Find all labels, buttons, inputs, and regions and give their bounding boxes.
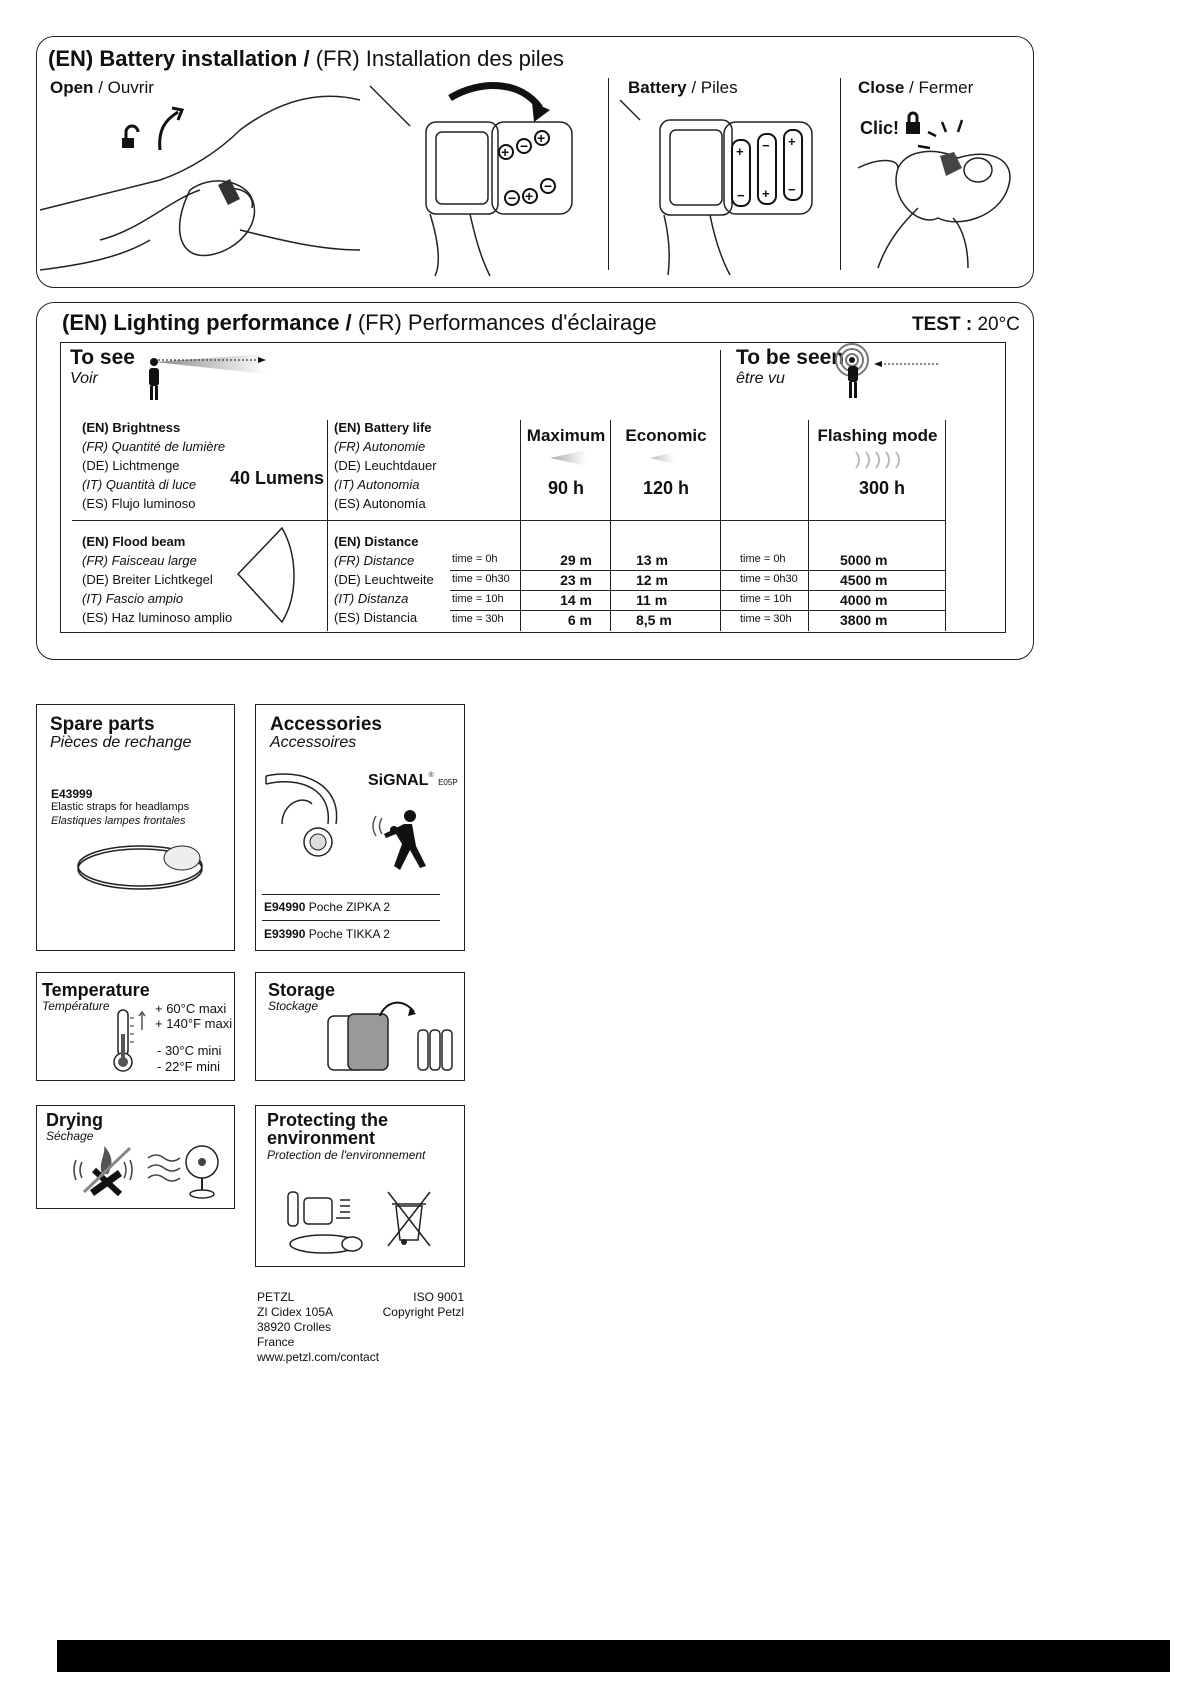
battery-illustration (620, 100, 835, 275)
accessories-title-fr: Accessoires (270, 734, 357, 751)
environment-title-fr: Protection de l'environnement (267, 1148, 426, 1162)
temperature-title-fr: Température (42, 999, 110, 1013)
environment-title-1: Protecting the (267, 1110, 389, 1130)
company-address: PETZL ZI Cidex 105A 38920 Crolles France www.petzl.com/contact (257, 1290, 380, 1364)
spare-desc-en: Elastic straps for headlamps (51, 801, 190, 813)
economic-beam-icon (650, 452, 680, 464)
spare-parts-title-fr: Pièces de rechange (50, 734, 192, 751)
distance-maximum-1: 23 m (560, 572, 592, 588)
distance-maximum-0: 29 m (560, 552, 592, 568)
flashing-waves-icon (852, 450, 912, 470)
accessory-item-1: E94990 Poche ZIPKA 2 (264, 900, 391, 914)
runner-icon (368, 806, 438, 886)
temp-min-c: - 30°C mini (157, 1043, 222, 1058)
time-label-0: time = 0h (452, 553, 498, 565)
certification: ISO 9001 Copyright Petzl (382, 1290, 464, 1319)
col-divider-economic (610, 420, 611, 631)
spare-desc-fr: Elastiques lampes frontales (51, 815, 186, 827)
to-be-seen-person-icon (836, 344, 946, 404)
col-divider-labels (327, 420, 328, 631)
elastic-strap-icon (74, 836, 214, 896)
fan-icon (146, 1140, 226, 1200)
col-divider-flashing-right (945, 420, 946, 631)
battery-life-economic: 120 h (642, 478, 690, 498)
svg-text:−: − (508, 190, 517, 206)
flood-beam-icon (236, 526, 298, 624)
lumens-value: 40 Lumens (230, 468, 325, 488)
brightness-labels: (EN) Brightness (FR) Quantité de lumière (DE) Lichtmenge (IT) Quantità di luce (ES) Flujo luminoso (82, 420, 226, 511)
no-fire-icon (70, 1140, 140, 1198)
accessories-divider-1 (262, 894, 440, 895)
open-step-label: Open / Ouvrir (50, 78, 154, 97)
distance-flashing-1: 4500 m (840, 572, 888, 588)
battery-divider-1 (608, 78, 609, 270)
svg-text:+: + (736, 144, 744, 159)
to-see-fr: Voir (70, 370, 98, 387)
mode-economic-header: Economic (625, 426, 707, 445)
row-divider-dist-3 (450, 610, 945, 611)
storage-icon (324, 1000, 454, 1074)
svg-text:+: + (762, 186, 770, 201)
col-divider-to-be-seen (720, 350, 721, 631)
accessory-item-2: E93990 Poche TIKKA 2 (264, 927, 390, 941)
signal-product: SiGNAL® E05P (368, 772, 458, 789)
lighting-performance-title: (EN) Lighting performance / (FR) Performances d'éclairage (62, 310, 657, 335)
battery-life-flashing: 300 h (858, 478, 906, 498)
battery-installation-title: (EN) Battery installation / (FR) Installation des piles (48, 46, 564, 71)
drying-title: Drying (46, 1110, 104, 1130)
row-divider-dist-1 (450, 570, 945, 571)
time-label-flash-0: time = 0h (740, 553, 786, 565)
time-label-flash-2: time = 10h (740, 593, 792, 605)
to-be-seen-fr: être vu (736, 370, 785, 387)
battery-life-maximum: 90 h (547, 478, 585, 498)
battery-life-labels: (EN) Battery life (FR) Autonomie (DE) Leuchtdauer (IT) Autonomia (ES) Autonomía (334, 420, 437, 511)
to-see-person-icon (146, 352, 276, 404)
drying-title-fr: Séchage (46, 1129, 94, 1143)
battery-step-label: Battery / Piles (628, 78, 738, 97)
col-divider-flashing-left (808, 420, 809, 631)
row-divider-main (72, 520, 945, 521)
spare-parts-title: Spare parts (50, 714, 155, 735)
environment-title-2: environment (267, 1128, 376, 1148)
distance-maximum-2: 14 m (560, 592, 592, 608)
battery-divider-2 (840, 78, 841, 270)
svg-text:+: + (537, 130, 546, 146)
close-step-label: Close / Fermer (858, 78, 974, 97)
spare-ref: E43999 (51, 787, 93, 801)
accessories-divider-2 (262, 920, 440, 921)
temp-max-c: + 60°C maxi (155, 1001, 227, 1016)
time-label-2: time = 10h (452, 593, 504, 605)
storage-title: Storage (268, 980, 336, 1000)
distance-economic-2: 11 m (636, 592, 668, 608)
distance-economic-3: 8,5 m (636, 612, 672, 628)
to-see-heading: To see (70, 346, 135, 369)
distance-maximum-3: 6 m (567, 612, 592, 628)
distance-flashing-3: 3800 m (840, 612, 888, 628)
svg-text:+: + (525, 188, 534, 204)
storage-title-fr: Stockage (268, 999, 319, 1013)
svg-text:+: + (501, 144, 510, 160)
time-label-flash-3: time = 30h (740, 613, 792, 625)
clic-label: Clic! (860, 118, 900, 138)
thermometer-icon (110, 1008, 150, 1074)
bottom-black-bar (57, 1640, 1170, 1672)
svg-text:+: + (788, 134, 796, 149)
maximum-beam-icon (550, 450, 590, 466)
row-divider-dist-2 (450, 590, 945, 591)
distance-labels: (EN) Distance (FR) Distance (DE) Leuchtweite (IT) Distanza (ES) Distancia (334, 534, 434, 625)
distance-economic-1: 12 m (636, 572, 668, 588)
temperature-title: Temperature (42, 980, 150, 1000)
to-be-seen-heading: To be seen (736, 346, 845, 369)
time-label-3: time = 30h (452, 613, 504, 625)
svg-text:−: − (737, 188, 745, 203)
open-hand-illustration (40, 80, 380, 280)
svg-text:−: − (788, 182, 796, 197)
col-divider-maximum (520, 420, 521, 631)
recycling-items-icon (286, 1188, 386, 1258)
mode-flashing-header: Flashing mode (817, 426, 938, 445)
distance-flashing-2: 4000 m (840, 592, 888, 608)
temp-max-f: + 140°F maxi (155, 1016, 233, 1031)
time-label-1: time = 0h30 (452, 573, 510, 585)
mode-maximum-header: Maximum (526, 426, 606, 445)
flood-beam-labels: (EN) Flood beam (FR) Faisceau large (DE) Breiter Lichtkegel (IT) Fascio ampio (ES) Haz luminoso amplio (82, 534, 233, 625)
test-temperature: TEST : 20°C (912, 314, 1020, 335)
time-label-flash-1: time = 0h30 (740, 573, 798, 585)
svg-text:−: − (520, 138, 529, 154)
open-lamp-illustration (380, 86, 600, 276)
distance-flashing-0: 5000 m (840, 552, 888, 568)
distance-economic-0: 13 m (636, 552, 668, 568)
accessories-title: Accessories (270, 714, 382, 735)
weee-bin-icon (384, 1190, 434, 1250)
svg-text:−: − (544, 178, 553, 194)
svg-text:−: − (762, 138, 770, 153)
temp-min-f: - 22°F mini (157, 1059, 220, 1074)
zipka-headband-icon (262, 764, 362, 864)
